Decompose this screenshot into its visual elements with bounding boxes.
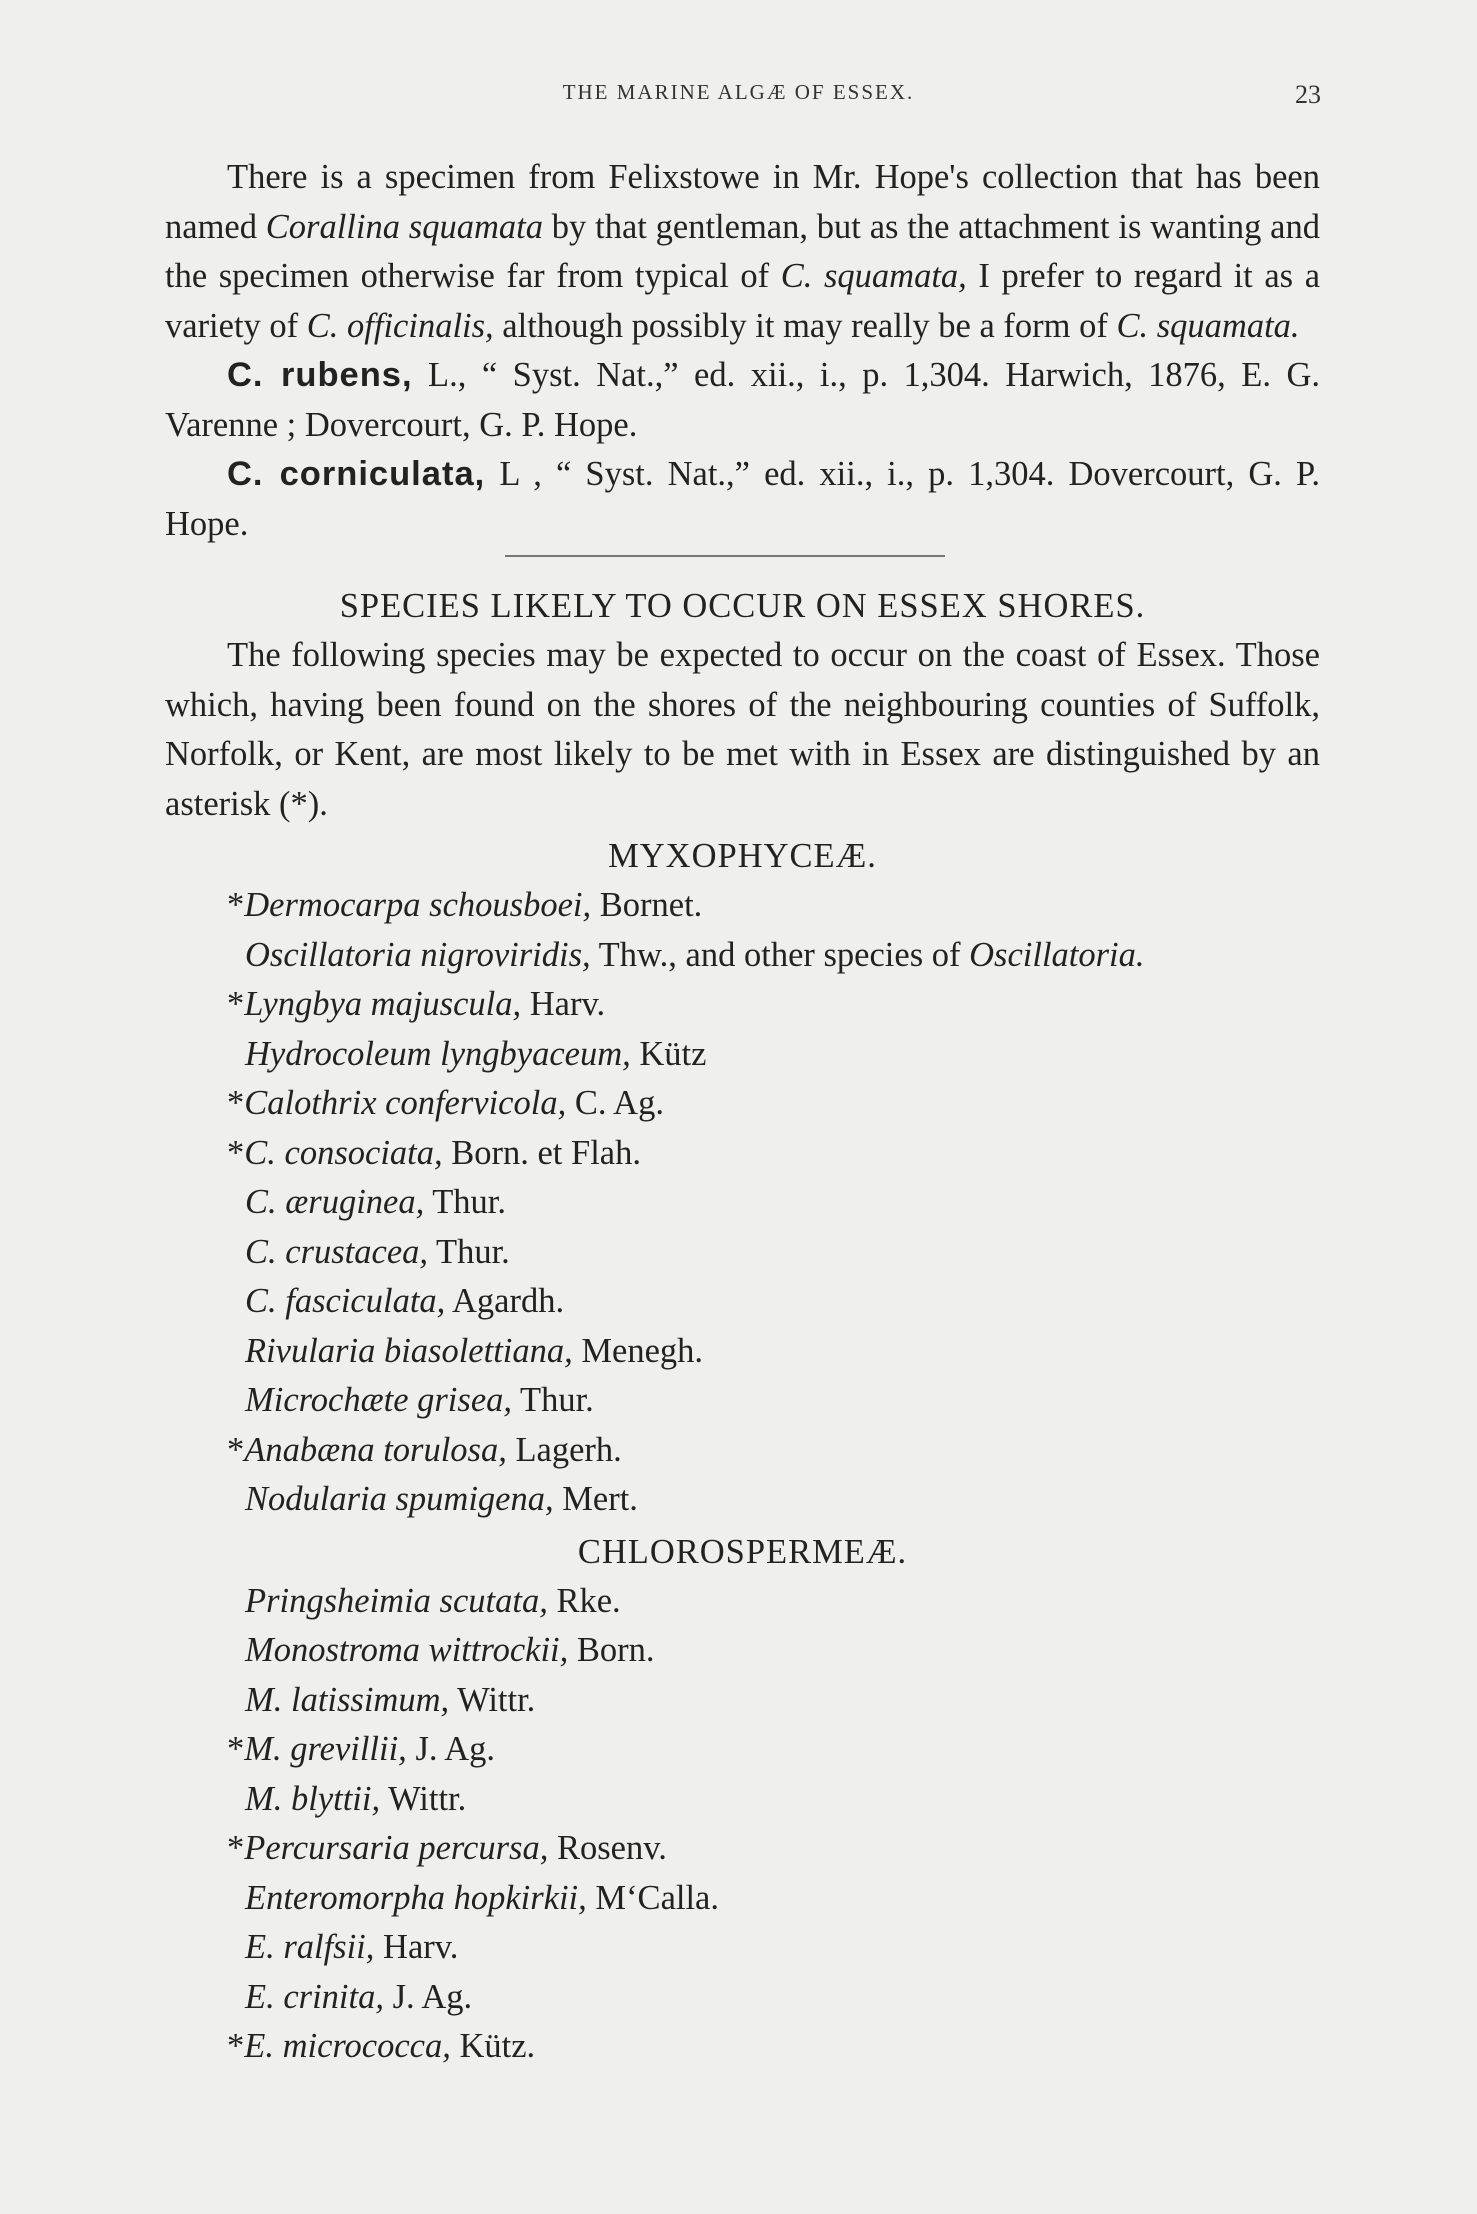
list-item [165,1626,1320,1676]
citation-text: L , “ Syst. Nat.,” ed. xii., i., p. 1,304. Dovercourt, G. P. Hope. [165,455,1320,543]
c-rubens-entry [165,351,1320,450]
c-corniculata-entry [165,450,1320,549]
authority: Harv. [374,1928,459,1966]
authority: Menegh. [572,1331,704,1370]
species-name: Pringsheimia scutata, [245,1581,548,1620]
species-name: E. micrococca, [244,2027,451,2065]
authority: Harv. [521,985,606,1023]
asterisk-marker: * [227,1430,245,1469]
species-name: M. latissimum, [245,1680,450,1719]
authority: Wittr. [449,1680,536,1719]
authority: Kütz. [450,2027,536,2065]
species-name: Oscillatoria nigroviridis, [245,935,591,974]
list-item [165,1923,1320,1973]
species-name: C. crustacea, [245,1232,429,1271]
authority: Thw., and other species of [590,935,970,974]
species-name: E. ralfsii, [245,1928,375,1966]
section-title: SPECIES LIKELY TO OCCUR ON ESSEX SHORES. [339,587,1146,625]
list-item [165,1178,1320,1228]
page-body [165,153,1320,2072]
list-item [165,1327,1320,1377]
species-name: Enteromorpha hopkirkii, [245,1878,587,1917]
asterisk-marker: * [227,886,245,924]
section-intro: The following species may be expected to occur on the coast of Essex. Those which, having been found on the shores of the neighbouring counties of Suffolk, Norfolk, or Kent, are most likely to be met with in Essex are distinguished by an asterisk (*). [165,636,1320,823]
list-item [165,1426,1320,1476]
list-item [165,1376,1320,1426]
text-run: There is a specimen from Felixstowe in Mr. Hope's collection that has been named [165,158,1320,246]
species-name: M. grevillii, [244,1730,407,1768]
text-run: by that gentleman, but as the attachment is wanting and the specimen otherwise far from typical of [165,207,1320,295]
species-name: C. squamata. [1116,306,1300,345]
section-divider [505,555,945,557]
list-item [165,1577,1320,1627]
corallina-paragraph [165,153,1320,351]
species-name: C. fasciculata, [245,1282,446,1320]
authority: Thur. [512,1381,594,1419]
species-name: Lyngbya majuscula, [244,985,522,1023]
list-item [165,1973,1320,2023]
authority: Mert. [553,1480,638,1518]
authority: Rosenv. [548,1829,667,1867]
species-name: Monostroma wittrockii, [245,1631,569,1669]
species-list-myxophyceae [165,881,1320,1525]
list-item [165,931,1320,981]
list-item [165,1228,1320,1278]
authority: M‘Calla. [586,1878,719,1917]
authority: Agardh. [445,1282,565,1320]
species-name: C. squamata, [780,257,967,295]
authority: Rke. [547,1581,621,1620]
species-name: C. æruginea, [245,1183,425,1221]
list-item [165,1277,1320,1327]
authority: Thur. [428,1232,510,1271]
list-item [165,1129,1320,1179]
text-run: although possibly it may really be a form of [493,306,1117,345]
authority: Lagerh. [506,1430,622,1469]
asterisk-marker: * [227,1084,245,1122]
asterisk-marker: * [227,1829,245,1867]
species-name: Calothrix confervicola, [244,1084,567,1122]
authority: Bornet. [591,886,703,924]
authority: Born. et Flah. [442,1133,641,1172]
running-title: THE MARINE ALGÆ OF ESSEX. [562,80,915,104]
list-item [165,1676,1320,1726]
list-item [165,2022,1320,2072]
authority: Kütz [630,1034,707,1073]
list-item [165,980,1320,1030]
species-name: Hydrocoleum lyngbyaceum, [245,1034,631,1073]
authority: C. Ag. [566,1084,664,1122]
species-name: Microchæte grisea, [245,1381,513,1419]
species-name: Anabæna torulosa, [244,1430,507,1469]
list-item [165,1079,1320,1129]
asterisk-marker: * [227,985,245,1023]
species-name: Rivularia biasolettiana, [245,1331,573,1370]
list-item [165,1775,1320,1825]
group-title-chlorospermeae: CHLOROSPERMEÆ. [577,1532,908,1571]
citation-text: L., “ Syst. Nat.,” ed. xii., i., p. 1,304. Harwich, 1876, E. G. Varenne ; Dovercourt, G. P. Hope. [165,356,1321,444]
species-name: Corallina squamata [265,207,543,246]
species-list-chlorospermeae [165,1577,1320,2072]
species-name: C. consociata, [244,1133,443,1172]
list-item [165,1725,1320,1775]
species-name: M. blyttii, [245,1779,381,1818]
genus-name: Oscillatoria. [969,935,1145,974]
text-run: I prefer to regard it as a variety of [165,257,1321,345]
authority: Thur. [424,1183,507,1221]
authority: Born. [568,1631,655,1669]
group-title-myxophyceae: MYXOPHYCEÆ. [608,837,877,875]
list-item [165,1030,1320,1080]
list-item [165,1874,1320,1924]
species-heading: C. rubens, [227,356,413,394]
species-name: C. officinalis, [306,306,494,345]
asterisk-marker: * [227,1730,245,1768]
list-item [165,1475,1320,1525]
authority: Wittr. [380,1779,467,1818]
species-name: Percursaria percursa, [244,1829,549,1867]
species-name: Nodularia spumigena, [245,1480,554,1518]
list-item [165,881,1320,931]
authority: J. Ag. [383,1977,473,2016]
page-number: 23 [1295,80,1321,109]
asterisk-marker: * [227,2027,245,2065]
asterisk-marker: * [227,1133,245,1172]
species-heading: C. corniculata, [227,455,486,493]
species-name: Dermocarpa schousboei, [244,886,592,924]
species-name: E. crinita, [245,1977,384,2016]
list-item [165,1824,1320,1874]
authority: J. Ag. [406,1730,495,1768]
